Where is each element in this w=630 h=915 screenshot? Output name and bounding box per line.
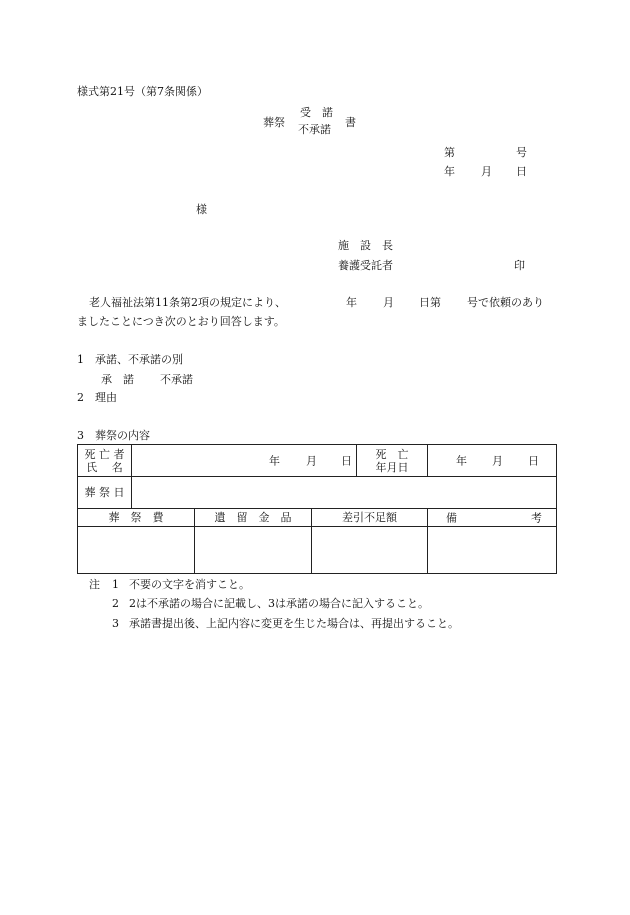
header-remaining-goods: 遺 留 金 品 (195, 509, 312, 527)
date-day: 日 (341, 454, 352, 467)
death-date-day: 日 (528, 454, 540, 467)
option-reject: 不承諾 (160, 373, 193, 386)
sender-director: 施 設 長 (338, 239, 393, 252)
funeral-cost-field[interactable] (78, 527, 195, 574)
table-row-values (78, 527, 557, 574)
remaining-goods-field[interactable] (195, 527, 312, 574)
doc-date-year: 年 (444, 165, 455, 178)
title-accept: 受 諾 (300, 106, 333, 119)
note-2-text: 2は不承諾の場合に記載し、3は承諾の場合に記入すること。 (129, 597, 429, 610)
item3-label: 葬祭の内容 (95, 429, 150, 442)
deceased-name-field[interactable] (132, 445, 357, 477)
note-3-text: 承諾書提出後、上記内容に変更を生じた場合は、再提出すること。 (129, 617, 459, 630)
doc-date-day: 日 (516, 165, 527, 178)
note-1-number: 1 (112, 578, 119, 591)
body-year: 年 (346, 296, 357, 309)
funeral-date-label: 葬 祭 日 (78, 477, 132, 509)
addressee-sama: 様 (196, 203, 207, 216)
body-month: 月 (383, 296, 394, 309)
title-suffix: 書 (345, 116, 356, 129)
notes-label: 注 (89, 578, 100, 591)
doc-date-month: 月 (481, 165, 492, 178)
table-row-deceased (78, 445, 557, 477)
item1-number: 1 (77, 353, 84, 366)
date-month: 月 (306, 454, 317, 467)
body-line1: 老人福祉法第11条第2項の規定により、 (89, 296, 286, 309)
header-funeral-cost: 葬 祭 費 (78, 509, 195, 527)
death-date-month: 月 (492, 454, 504, 467)
funeral-content-table (77, 444, 557, 574)
item1-label: 承諾、不承諾の別 (95, 353, 183, 366)
funeral-date-field[interactable] (132, 477, 557, 509)
item2-label: 理由 (95, 391, 117, 404)
death-date-field[interactable] (428, 445, 557, 477)
table-row-headers (78, 509, 557, 527)
item2-number: 2 (77, 391, 84, 404)
title-reject: 不承諾 (298, 123, 331, 136)
item3-number: 3 (77, 429, 84, 442)
note-3-number: 3 (112, 617, 119, 630)
option-accept: 承 諾 (101, 373, 134, 386)
body-line2: ましたことにつき次のとおり回答します。 (77, 315, 285, 328)
death-date-label: 死 亡 年月日 (357, 445, 428, 477)
title-prefix: 葬祭 (263, 116, 285, 129)
date-year: 年 (269, 454, 280, 467)
doc-number-dai: 第 (444, 146, 455, 159)
note-1-text: 不要の文字を消すこと。 (129, 578, 250, 591)
header-remarks: 備 考 (428, 509, 557, 527)
shortfall-field[interactable] (312, 527, 428, 574)
body-gou-request: 号で依頼のあり (467, 296, 544, 309)
doc-number-gou: 号 (516, 146, 527, 159)
header-shortfall: 差引不足額 (312, 509, 428, 527)
note-2-number: 2 (112, 597, 119, 610)
deceased-name-label: 死 亡 者 氏 名 (78, 445, 132, 477)
table-row-funeral-date (78, 477, 557, 509)
death-date-year: 年 (456, 454, 468, 467)
seal-mark: 印 (514, 259, 525, 272)
body-day-dai: 日第 (419, 296, 441, 309)
remarks-field[interactable] (428, 527, 557, 574)
sender-trustee: 養護受託者 (338, 259, 393, 272)
form-number: 様式第21号（第7条関係） (77, 85, 208, 98)
